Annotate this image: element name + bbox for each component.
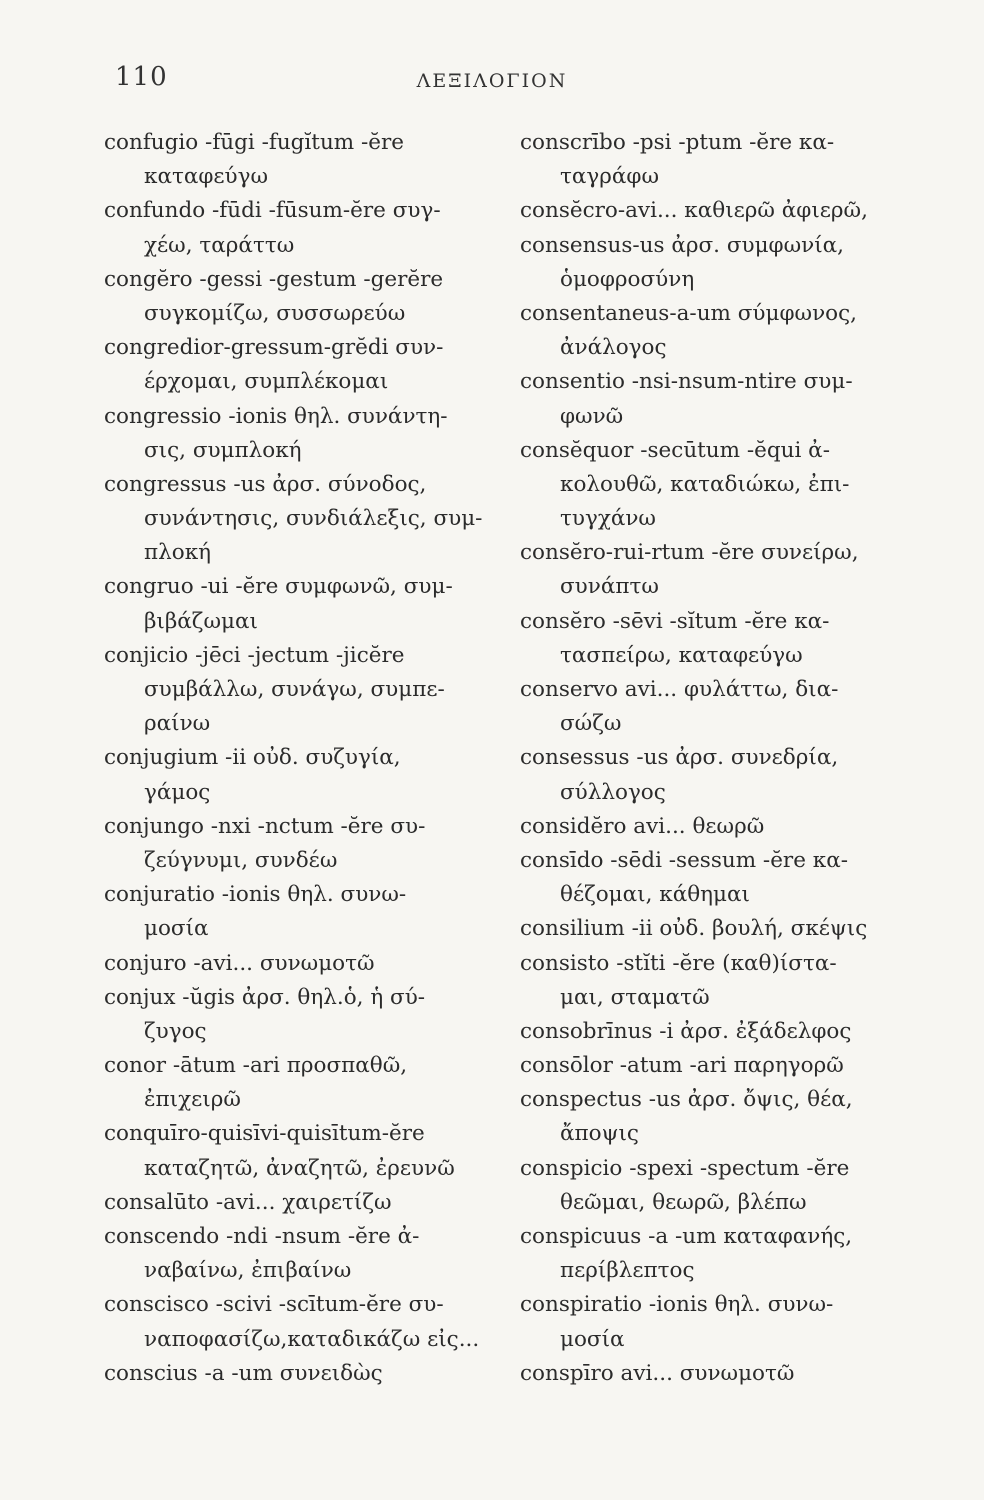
entry-continuation-line: γάμος [144,779,211,805]
entry-continuation-line: ἄποψις [560,1121,639,1147]
entry-continuation-line: συνάντησις, συνδιάλεξις, συμ- [144,506,483,532]
entry-continuation-line: τασπείρω, καταφεύγω [560,642,803,668]
entry-continuation-line: ὁμοφροσύνη [560,266,695,292]
entry-continuation-line: ζυγος [144,1018,207,1044]
dictionary-entry-line: conjuratio -ionis θηλ. συνω- [104,882,407,908]
dictionary-entry-line: consessus -us ἀρσ. συνεδρία, [520,745,839,771]
dictionary-entry-line: consĕro-rui-rtum -ĕre συνείρω, [520,540,859,566]
entry-continuation-line: κολουθῶ, καταδιώκω, ἐπι- [560,471,850,497]
dictionary-entry-line: congĕro -gessi -gestum -gerĕre [104,266,444,292]
dictionary-entry-line: consĕquor -secūtum -ĕqui ἀ- [520,437,830,463]
dictionary-entry-line: conjux -ŭgis ἀρσ. θηλ.ὁ, ἡ σύ- [104,984,426,1010]
entry-continuation-line: περίβλεπτος [560,1258,695,1284]
right-column [520,126,920,1391]
dictionary-entry-line: conor -ātum -ari προσπαθῶ, [104,1053,408,1079]
entry-continuation-line: τυγχάνω [560,506,656,532]
entry-continuation-line: ναποφασίζω,καταδικάζω εἰς... [144,1326,480,1352]
dictionary-entry-line: conjungo -nxi -nctum -ĕre συ- [104,813,426,839]
dictionary-entry-line: confugio -fūgi -fugĭtum -ĕre [104,130,405,155]
entry-continuation-line: συγκομίζω, συσσωρεύω [144,300,406,326]
entry-continuation-line: σις, συμπλοκή [144,437,302,463]
dictionary-entry-line: congressio -ionis θηλ. συνάντη- [104,403,448,429]
entry-continuation-line: ἀνάλογος [560,335,667,361]
running-head: ΛΕΞΙΛΟΓΙΟΝ [416,70,568,92]
entry-continuation-line: φωνῶ [560,403,624,429]
entry-continuation-line: ταγράφω [560,164,660,190]
dictionary-entry-line: conscisco -scivi -scītum-ĕre συ- [104,1292,444,1318]
dictionary-entry-line: confundo -fūdi -fūsum-ĕre συγ- [104,198,441,224]
entry-continuation-line: συνάπτω [560,574,659,600]
dictionary-entry-line: conscendo -ndi -nsum -ĕre ἀ- [104,1224,420,1249]
entry-continuation-line: θεῶμαι, θεωρῶ, βλέπω [560,1189,807,1215]
dictionary-entry-line: congressus -us ἀρσ. σύνοδος, [104,471,427,497]
dictionary-entry-line: conjugium -ii οὐδ. συζυγία, [104,745,401,771]
dictionary-entry-line: conspīro avi... συνωμοτῶ [520,1360,795,1386]
dictionary-entry-line: conquīro-quisīvi-quisītum-ĕre [104,1121,425,1147]
dictionary-entry-line: consentio -nsi-nsum-ntire συμ- [520,369,853,395]
dictionary-entry-line: conspicio -spexi -spectum -ĕre [520,1155,850,1181]
left-column [104,126,504,1391]
entry-continuation-line: μοσία [560,1326,625,1352]
dictionary-entry-line: conscrībo -psi -ptum -ĕre κα- [520,130,835,155]
dictionary-entry-line: congredior-gressum-grĕdi συν- [104,335,444,361]
dictionary-entry-line: consentaneus-a-um σύμφωνος, [520,300,857,326]
page-number: 110 [115,62,168,92]
dictionary-entry-line: congruo -ui -ĕre συμφωνῶ, συμ- [104,574,453,600]
entry-continuation-line: καταζητῶ, ἀναζητῶ, ἐρευνῶ [144,1155,455,1181]
dictionary-entry-line: consilium -ii οὐδ. βουλή, σκέψις [520,916,868,942]
dictionary-entry-line: consobrīnus -i ἀρσ. ἐξάδελφος [520,1018,852,1044]
dictionary-entry-line: consōlor -atum -ari παρηγορῶ [520,1053,844,1079]
dictionary-entry-line: consisto -stĭti -ĕre (καθ)ίστα- [520,950,837,976]
entry-continuation-line: μοσία [144,916,209,942]
entry-continuation-line: ἐπιχειρῶ [144,1087,241,1113]
entry-continuation-line: ζεύγνυμι, συνδέω [144,847,338,873]
dictionary-entry-line: conspiratio -ionis θηλ. συνω- [520,1292,834,1318]
dictionary-entry-line: conscius -a -um συνειδὼς [104,1360,383,1386]
dictionary-entry-line: consalūto -avi... χαιρετίζω [104,1189,392,1215]
dictionary-entry-line: conspicuus -a -um καταφανής, [520,1224,853,1249]
entry-continuation-line: ναβαίνω, ἐπιβαίνω [144,1258,352,1284]
dictionary-entry-line: conspectus -us ἀρσ. ὄψις, θέα, [520,1087,853,1113]
entry-continuation-line: χέω, ταράττω [144,232,295,258]
entry-continuation-line: σώζω [560,711,622,737]
entry-continuation-line: σύλλογος [560,779,666,805]
entry-continuation-line: θέζομαι, κάθημαι [560,882,750,908]
dictionary-entry-line: considĕro avi... θεωρῶ [520,813,765,839]
dictionary-entry-line: consīdo -sēdi -sessum -ĕre κα- [520,847,848,873]
dictionary-entry-line: conjuro -avi... συνωμοτῶ [104,950,375,976]
entry-continuation-line: μαι, σταματῶ [560,984,710,1010]
dictionary-entry-line: consensus-us ἀρσ. συμφωνία, [520,232,844,258]
dictionary-entry-line: consĕro -sēvi -sĭtum -ĕre κα- [520,608,830,634]
dictionary-entry-line: conservo avi... φυλάττω, δια- [520,677,839,702]
dictionary-entry-line: conjicio -jēci -jectum -jicĕre [104,642,405,668]
entry-continuation-line: καταφεύγω [144,164,269,190]
entry-continuation-line: βιβάζωμαι [144,608,258,634]
dictionary-entry-line: consĕcro-avi... καθιερῶ ἀφιερῶ, [520,198,868,224]
entry-continuation-line: έρχομαι, συμπλέκομαι [144,369,389,395]
entry-continuation-line: πλοκή [144,540,212,566]
entry-continuation-line: συμβάλλω, συνάγω, συμπε- [144,677,445,702]
entry-continuation-line: ραίνω [144,711,211,737]
